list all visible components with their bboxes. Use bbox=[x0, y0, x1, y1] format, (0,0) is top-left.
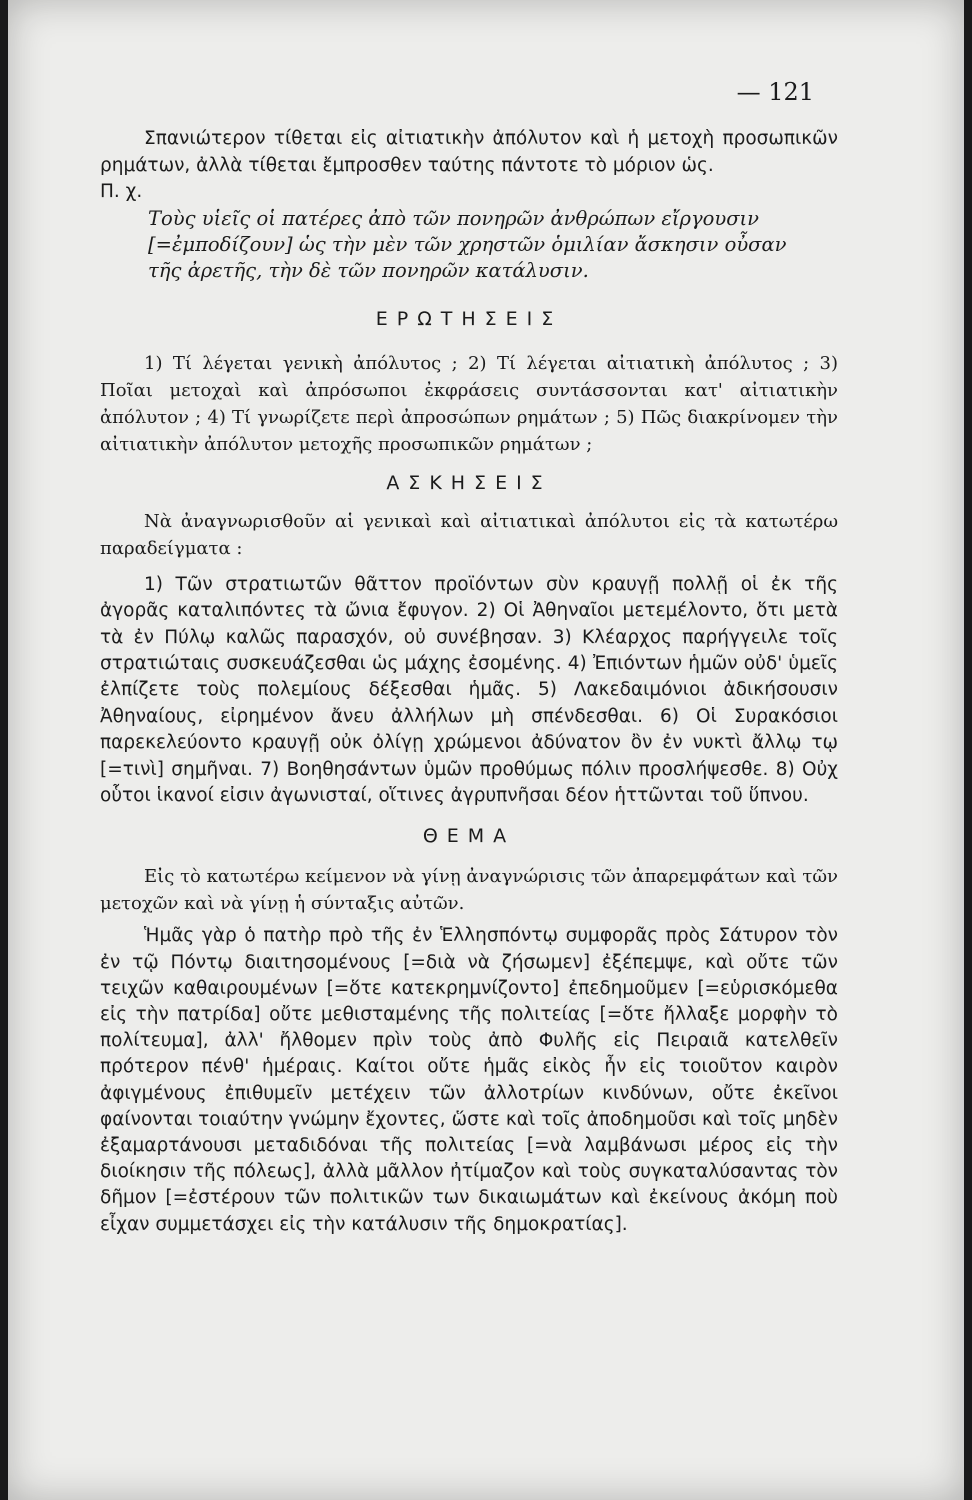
exercises-paragraph: 1) Τῶν στρατιωτῶν θᾶττον προϊόντων σὺν κραυγῇ πολλῇ οἱ ἐκ τῆς ἀγορᾶς καταλιπόντες τὰ ὤνια ἔφυγον. 2) Οἱ Ἀθηναῖοι μετεμέλοντο, ὅτι μετὰ τὰ ἐν Πύλῳ καλῶς παρασχόν, οὐ συνέβησαν. 3) Κλέαρχος παρήγγειλε τοῖς στρατιώταις συσκευάζεσθαι ὡς μάχης ἐσομένης. 4) Ἐπιόντων ἡμῶν οὐδ' ὑμεῖς ἐλπίζετε τοὺς πολεμίους δέξεσθαι ἡμᾶς. 5) Λακεδαιμόνιοι ἀδικήσουσιν Ἀθηναίους, εἰρημένον ἄνευ ἀλλήλων μὴ σπένδεσθαι. 6) Οἱ Συρακόσιοι παρεκελεύοντο κραυγῇ οὐκ ὀλίγῃ χρώμενοι ἀδύνατον ὂν ἐν νυκτὶ ἄλλῳ τῳ [=τινὶ] σημῆναι. 7) Βοηθησάντων ὑμῶν προθύμως πόλιν προσλήψεσθε. 8) Οὐχ οὗτοι ἱκανοί εἰσιν ἀγωνισταί, οἵτινες ἀγρυπνῆσαι δέον ἡττῶνται τοῦ ὕπνου. bbox=[100, 573, 838, 807]
exercises-heading: ΑΣΚΗΣΕΙΣ bbox=[386, 471, 552, 494]
page-content bbox=[100, 126, 838, 1238]
example-line-2: [=ἐμποδίζουν] ὡς τὴν μὲν τῶν χρηστῶν ὁμιλίαν ἄσκησιν οὖσαν bbox=[148, 232, 787, 256]
questions-paragraph: 1) Τί λέγεται γενικὴ ἀπόλυτος ; 2) Τί λέγεται αἰτιατικὴ ἀπόλυτος ; 3) Ποῖαι μετοχαὶ καὶ ἀπρόσωποι ἐκφράσεις συντάσσονται κατ' αἰτιατικὴν ἀπόλυτον ; 4) Τί γνωρίζετε περὶ ἀπροσώπων ρημάτων ; 5) Πῶς διακρίνομεν τὴν αἰτιατικὴν ἀπόλυτον μετοχῆς προσωπικῶν ρημάτων ; bbox=[100, 352, 838, 455]
exercises-instruction: Νὰ ἀναγνωρισθοῦν αἱ γενικαὶ καὶ αἰτιατικαὶ ἀπόλυτοι εἰς τὰ κατωτέρω παραδείγματα : bbox=[100, 510, 838, 559]
questions-heading: ΕΡΩΤΗΣΕΙΣ bbox=[375, 307, 563, 330]
example-line-1: Τοὺς υἱεῖς οἱ πατέρες ἀπὸ τῶν πονηρῶν ἀνθρώπων εἴργουσιν bbox=[148, 206, 760, 230]
page-number: — 121 bbox=[736, 78, 814, 106]
book-page bbox=[8, 0, 964, 1500]
example-label: Π. χ. bbox=[100, 181, 143, 203]
intro-paragraph: Σπανιώτερον τίθεται εἰς αἰτιατικὴν ἀπόλυτον καὶ ἡ μετοχὴ προσωπικῶν ρημάτων, ἀλλὰ τίθεται ἔμπροσθεν ταύτης πάντοτε τὸ μόριον ὡς. bbox=[100, 128, 838, 176]
example-line-3: τῆς ἀρετῆς, τὴν δὲ τῶν πονηρῶν κατάλυσιν. bbox=[148, 258, 589, 282]
theme-heading: ΘΕΜΑ bbox=[422, 825, 516, 848]
theme-instruction: Εἰς τὸ κατωτέρω κείμενον νὰ γίνῃ ἀναγνώρισις τῶν ἀπαρεμφάτων καὶ τῶν μετοχῶν καὶ νὰ γίνῃ ἡ σύνταξις αὐτῶν. bbox=[100, 866, 838, 915]
theme-paragraph: Ἡμᾶς γὰρ ὁ πατὴρ πρὸ τῆς ἐν Ἑλλησπόντῳ συμφορᾶς πρὸς Σάτυρον τὸν ἐν τῷ Πόντῳ διαιτησομένους [=διὰ νὰ ζήσωμεν] ἐξέπεμψε, καὶ οὔτε τῶν τειχῶν καθαιρουμένων [=ὅτε κατεκρημνίζοντο] ἐπεδημοῦμεν [=εὑρισκόμεθα εἰς τὴν πατρίδα] οὔτε μεθισταμένης τῆς πολιτείας [=ὅτε ἤλλαξε μορφὴν τὸ πολίτευμα], ἀλλ' ἤλθομεν πρὶν τοὺς ἀπὸ Φυλῆς εἰς Πειραιᾶ κατελθεῖν πρότερον πένθ' ἡμέραις. Καίτοι οὔτε ἡμᾶς εἰκὸς ἦν εἰς τοιοῦτον καιρὸν ἀφιγμένους ἐπιθυμεῖν μετέχειν τῶν ἀλλοτρίων κινδύνων, οὔτε ἐκεῖνοι φαίνονται τοιαύτην γνώμην ἔχοντες, ὥστε καὶ τοῖς ἀποδημοῦσι καὶ τοῖς μηδὲν ἐξαμαρτάνουσι μεταδιδόναι τῆς πολιτείας [=νὰ λαμβάνωσι μέρος εἰς τὴν διοίκησιν τῆς πόλεως], ἀλλὰ μᾶλλον ἠτίμαζον καὶ τοὺς συγκαταλύσαντας τὸν δῆμον [=ἐστέρουν τῶν πολιτικῶν των δικαιωμάτων καὶ ἐκείνους ἀκόμη ποὺ εἶχαν συμμετάσχει εἰς τὴν κατάλυσιν τῆς δημοκρατίας]. bbox=[100, 925, 838, 1235]
